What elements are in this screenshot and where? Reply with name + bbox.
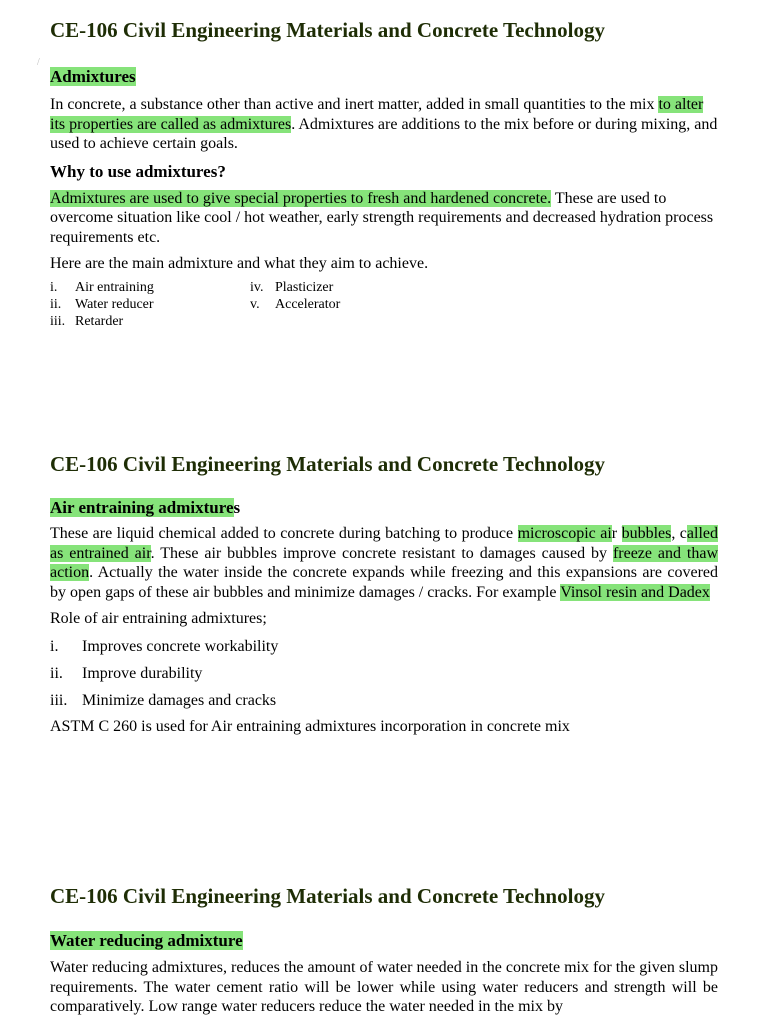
list-item: iv. Plasticizer	[250, 279, 334, 295]
subheading: Why to use admixtures?	[50, 161, 226, 181]
list-item: i. Air entraining	[50, 279, 154, 295]
section-water-reducing	[50, 884, 718, 1017]
course-title: CE-106 Civil Engineering Materials and Concrete Technology	[50, 452, 605, 476]
list-item: i. Improves concrete workability	[50, 637, 279, 655]
paragraph: Here are the main admixture and what they aim to achieve.	[50, 255, 429, 272]
paragraph: Water reducing admixtures, reduces the amount of water needed in the concrete mix for the given slump requirements. The water cement ratio will be lower while using water reducers and strength will be comparatively. Low range water reducers reduce the water needed in the mix by	[50, 959, 718, 1015]
roles-list	[50, 637, 718, 718]
paragraph: In concrete, a substance other than active and inert matter, added in small quantities to the mix to alter its properties are called as admixtures. Admixtures are additions to the mix before or during mixing, and used to achieve certain goals.	[50, 96, 718, 152]
section-air-entraining	[50, 452, 718, 736]
admixture-list	[50, 279, 718, 331]
course-title: CE-106 Civil Engineering Materials and Concrete Technology	[50, 18, 605, 42]
list-item: v. Accelerator	[250, 296, 341, 312]
list-item: ii. Improve durability	[50, 664, 203, 682]
paragraph: Admixtures are used to give special properties to fresh and hardened concrete. These are used to overcome situation like cool / hot weather, early strength requirements and decreased hydration process requirements etc.	[50, 189, 714, 246]
section-heading: Water reducing admixture	[50, 931, 243, 950]
list-item: iii. Retarder	[50, 313, 124, 329]
paragraph: Role of air entraining admixtures;	[50, 610, 267, 627]
paragraph: ASTM C 260 is used for Air entraining admixtures incorporation in concrete mix	[50, 717, 570, 735]
section-heading: Air entraining admixtures	[50, 498, 241, 517]
list-item: iii. Minimize damages and cracks	[50, 691, 277, 709]
page-mark: /	[37, 57, 40, 68]
course-title: CE-106 Civil Engineering Materials and Concrete Technology	[50, 884, 605, 908]
list-item: ii. Water reducer	[50, 296, 154, 312]
section-heading: Admixtures	[50, 67, 136, 86]
section-admixtures	[50, 18, 718, 331]
paragraph: These are liquid chemical added to concrete during batching to produce microscopic air bubbles, called as entrained air. These air bubbles improve concrete resistant to damages caused by freeze and thaw action. Actually the water inside the concrete expands while freezing and this expansions are covered by open gaps of these air bubbles and minimize damages / cracks. For example Vinsol resin and Dadex	[50, 525, 719, 601]
